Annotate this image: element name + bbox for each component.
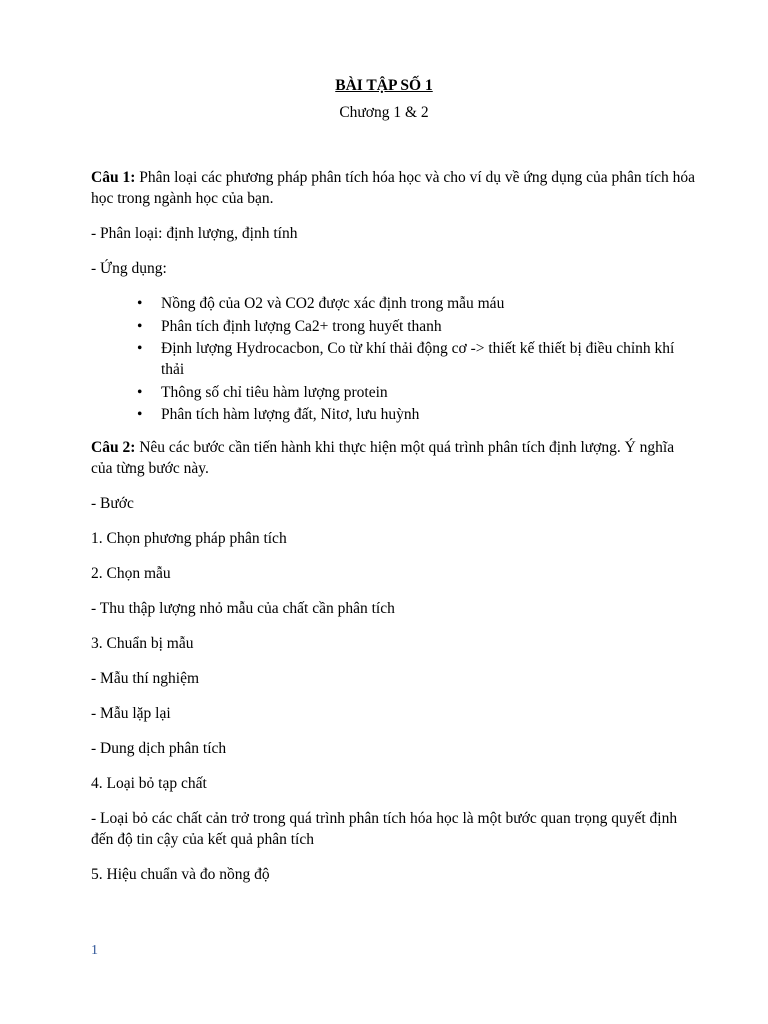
list-item-text: Nồng độ của O2 và CO2 được xác định trong mẫu máu [161,295,505,312]
bullet-icon: • [137,317,143,335]
list-item [91,293,695,314]
step-line: - Loại bỏ các chất cản trở trong quá trình phân tích hóa học là một bước quan trọng quyết định đến độ tin cậy của kết quả phân tích [91,810,678,848]
question-1-text: Phân loại các phương pháp phân tích hóa học và cho ví dụ về ứng dụng của phân tích hóa học trong ngành học của bạn. [91,169,695,207]
step-line: 3. Chuẩn bị mẫu [91,635,194,652]
step-line: - Mẫu lặp lại [91,705,171,722]
application-list [91,293,695,425]
list-item [91,316,695,337]
question-2-label: Câu 2: [91,439,136,456]
step-line: - Thu thập lượng nhỏ mẫu của chất cần phân tích [91,600,395,617]
page-title: BÀI TẬP SỐ 1 [335,77,433,94]
list-item-text: Định lượng Hydrocacbon, Co từ khí thải động cơ -> thiết kế thiết bị điều chỉnh khí thải [161,340,675,378]
list-item [91,404,695,425]
bullet-icon: • [137,406,143,423]
question-2-text: Nêu các bước cần tiến hành khi thực hiện một quá trình phân tích định lượng. Ý nghĩa của từng bước này. [91,439,675,477]
list-item-text: Phân tích hàm lượng đất, Nitơ, lưu huỳnh [161,406,420,423]
bullet-icon: • [137,295,143,312]
step-line: 4. Loại bỏ tạp chất [91,775,207,792]
application-heading: - Ứng dụng: [91,260,167,277]
step-line: 1. Chọn phương pháp phân tích [91,530,287,547]
list-item [91,338,695,380]
question-2 [91,437,695,479]
step-line: 5. Hiệu chuẩn và đo nồng độ [91,866,270,883]
bullet-icon: • [137,383,143,401]
step-line: 2. Chọn mẫu [91,565,171,582]
list-item-text: Thông số chỉ tiêu hàm lượng protein [161,383,388,401]
bullet-icon: • [137,340,143,357]
list-item [91,382,695,403]
question-1-label: Câu 1: [91,169,136,186]
question-1 [91,167,695,209]
step-line: - Mẫu thí nghiệm [91,670,200,687]
list-item-text: Phân tích định lượng Ca2+ trong huyết thanh [161,317,442,335]
classification-line: - Phân loại: định lượng, định tính [91,225,298,242]
step-line: - Dung dịch phân tích [91,740,227,757]
step-line: - Bước [91,495,134,512]
document-body [91,167,695,899]
page-number: 1 [91,943,98,958]
page-subtitle: Chương 1 & 2 [339,104,429,121]
